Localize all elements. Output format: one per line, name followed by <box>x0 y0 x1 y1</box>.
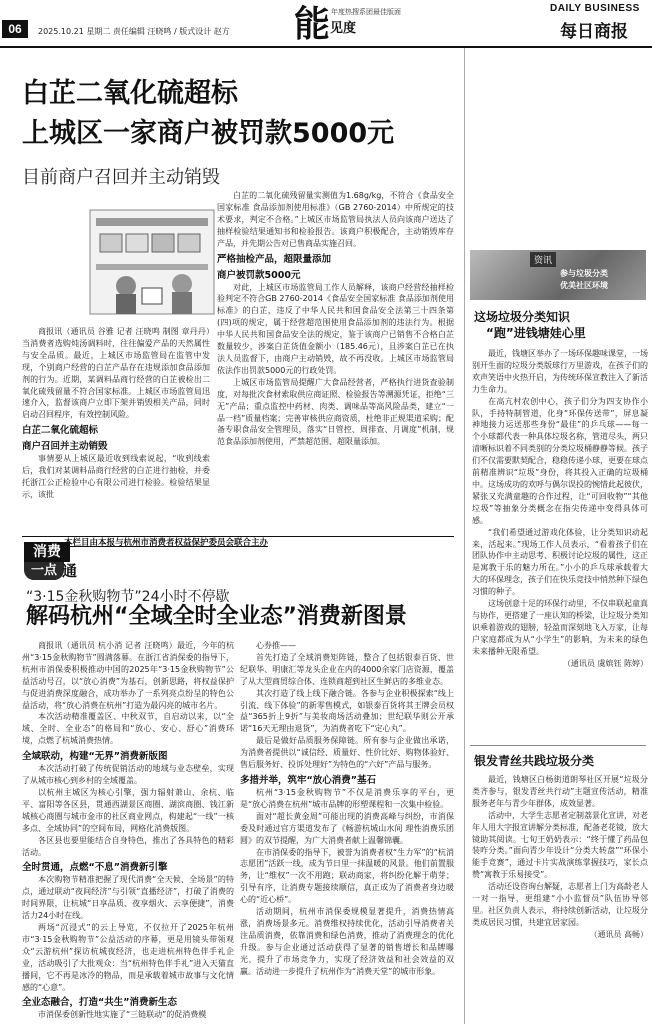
brand-english: DAILY BUSINESS <box>550 3 640 14</box>
article2-c2-paragraph7: 在市消保委的指导下，被誉为消费者权“生力军”的“杭消志愿团”活跃一线，成为节日里一抹温暖的风景。他们前置服务，让“维权”一次不用跑；联动商家，将纠纷化解于萌芽；引导有序，让消费专题接续顺信，真正成为了消费者身边暖心的“近心桥”。 <box>240 847 454 905</box>
article1-subhead2b: 商户被罚款5000元 <box>217 269 301 281</box>
sidebar-photo-caption2: 优美社区环境 <box>560 281 608 290</box>
article1-subhead2: 严格抽检产品，超限量添加 <box>217 253 332 265</box>
article2-c2-paragraph4: 最后是做好品质服务保障链。所有参与企业做出承诺，为消费者提供以“诚信经、质量好、性价比好、购物体验好、售后服务好、投诉处理好”为特色的“六好”产品与服务。 <box>240 736 454 770</box>
column-sponsor-text: 本栏目由本报与杭州市消费者权益保护委员会联合主办 <box>64 538 269 548</box>
article2-c2-paragraph3: 其次打造了线上线下融合链。各参与企业积极探索“线上引流、线下体验”的新零售模式，如银泰百货将其王牌会员权益“365折上9折”与美妆商场活动叠加；世纪联华则公开承诺“16天无理由退货”，为消费者吃下“定心丸”。 <box>240 688 454 734</box>
shop-illustration <box>86 190 218 320</box>
column-logo-top: 消费 <box>24 542 70 562</box>
article2-column-right <box>240 640 454 1020</box>
article2-paragraph8: 市消保委创新性地实施了“三链联动”的促消费模 <box>38 1010 207 1020</box>
article1-headline-line2: 上城区一家商户被罚款5000元 <box>22 118 395 149</box>
sidebar-a2-paragraph1: 最近，钱塘区白杨街道朗琴社区开展“垃圾分类齐参与，银发青丝共行动”主题宣传活动，精准服务老年与青少年群体，成效显著。 <box>472 775 648 808</box>
sidebar-photo-tag: 资讯 <box>530 252 556 267</box>
article2-c2-paragraph8: 活动期间，杭州市消保委规模显著提升，消费热情高涨，消费场景多元。消费维权持续优化，活动引导消费者关注品质消费，依靠消费和绿色消费，推动了消费理念的优化升级。参与企业通过活动获得了显著的销售增长和品牌曝光，提升了市场竞争力，实现了经济效益和社会效益的双赢。活动进一步提升了杭州作为“消费天堂”的城市形象。 <box>240 907 454 976</box>
article2-c2-paragraph1: 心券推—— <box>256 641 296 650</box>
sidebar-article2 <box>472 774 648 1019</box>
article1-subheadline: 目前商户召回并主动销毁 <box>22 167 220 188</box>
article2-lead: 商报讯（通讯员 杭小消 记者 汪晓鸣）最近，今年的杭州“3·15金秋购物节”圆满落幕。在浙江省消保委的指导下，杭州市消保委积极推动中国的2025年“3·15金秋购物节”公益活动号召，以“放心消费”为基石，创新思路，将权益保护与促进消费深度融合，成功举办了一系列亮点纷呈的特色公益活动，将“放心消费在杭州”打造为最闪亮的城市名片。 <box>22 641 234 710</box>
article2-supertitle: “3·15金秋购物节”24小时不停歇 <box>26 589 230 605</box>
article2-column-left <box>22 640 234 1020</box>
sidebar-photo <box>470 250 646 300</box>
sidebar-a2-paragraph3: 活动还设咨询台解疑，志愿者上门为高龄老人一对一指导，更组建“小小监督员”队伍协导邻里。社区负责人表示，将持续创新活动，让垃圾分类成居民习惯，共建宜居家园。 <box>472 882 648 927</box>
article1-paragraph3: 白芷的二氧化硫残留量实测值为1.68g/kg，不符合《食品安全国家标准 食品添加剂使用标准》（GB 2760-2014）中所规定的技术要求，判定不合格。”上城区市场监管局执法人员向该商户送达了抽样检验结果通知书和检验报告。该商户积极配合，主动销毁库存产品，并先期公告对已售商品实施召回。 <box>217 191 454 248</box>
sidebar-a2-paragraph2: 活动中，大学生志愿者定制荔景化宣讲，对老年人用大字报宣讲解分类标准，配备老花镜，放大镜助其阅读。七旬王奶奶表示：“终于懂了药品包装咋分类。”面向青少年设计“分类大转盘”“环保小能手竞赛”，通过卡片实战演练掌握技巧，家长点赞“寓教于乐易接受”。 <box>472 810 648 880</box>
article2-paragraph3: 本次活动打破了传统促销活动的地域与业态壁垒，实现了从城市核心到乡村的全域覆盖。 <box>22 764 234 786</box>
article2-c2-paragraph2: 首先打造了全域消费矩阵链，整合了包括银泰百货、世纪联华、明康汇等龙头企业在内的4000余家门店资源，覆盖了从大型商贸综合体、连锁商超到社区生鲜店的多维业态。 <box>240 652 454 686</box>
header-meta: 2025.10.21 星期二 责任编辑 汪晓鸣 / 版式设计 赵方 <box>38 27 230 36</box>
article2-c2-paragraph5: 杭州“3·15金秋购物节”不仅是消费乐享的平台，更是“放心消费在杭州”城市品牌的形塑课程和一次集中检验。 <box>240 787 454 809</box>
section-tagline: 年度热搜系团最佳版面 <box>331 8 401 16</box>
article2-paragraph7: 两场“沉浸式”的云上导览，不仅拉开了2025年杭州市“3·15金秋购物节”公益活动的序幕，更是用镜头带领观众“云游杭州”探访杭城夜经济，也走进杭州特色伴手礼企业，活动吸引了大批观众：当“杭州特色伴手礼”进入天猫直播间，它不再是冰冷的物品，而是承载着城市故事与文化情感的“心意”。 <box>22 923 234 992</box>
article2-subhead1: 全域联动，构建“无界”消费新版图 <box>22 751 168 763</box>
sidebar-headline1-line2: “跑”进钱塘娃心里 <box>486 326 586 340</box>
article1-column-left <box>22 326 210 531</box>
article1-column-right <box>217 190 454 530</box>
sidebar-a1-byline: （通讯员 虞嫔钰 陈婷） <box>562 658 648 668</box>
article2-c2-paragraph6: 面对“超长黄金周”可能出现的消费高峰与纠纷，市消保委及时通过官方渠道发布了《畅游杭城山水间 理性消费乐团圆》的双节提醒，为广大消费者献上温馨锦囊。 <box>240 811 454 845</box>
article1-lead: 商报讯（通讯员 谷雅 记者 汪晓鸣 制图 章丹丹）当消费者选购炖汤调料时，往往偏爱产品的天然属性与安全品质。最近，上城区市场监管局在监管中发现，个别商户经营的白芷产品存在违规添加食品添加剂的行为。近期，某调料品商行经营的白芷被检出二氧化硫残留量不符合国家标准。上城区市场监管局迅速介入，监督该商户立即下架并销毁相关产品，同时启动召回程序，有效控制风险。 <box>22 327 210 420</box>
page-number: 06 <box>2 20 28 38</box>
article2-paragraph4: 以杭州主城区为核心引擎，强力辐射萧山、余杭、临平、富阳等各区县，贯通西湖景区商圈、湖滨商圈、钱江新城核心商圈与城市金市的社区商业网点，构建起“一线”一核多点、全域协同”的空间布局，网格化消费版图。 <box>22 787 234 833</box>
article2-subhead2: 全时贯通，点燃“不息”消费新引擎 <box>22 862 168 874</box>
article1-subhead1: 白芷二氧化硫超标 <box>22 425 99 437</box>
sidebar-a1-paragraph1: 最近，钱塘区举办了一场环保趣味课堂，一场别开生面的垃圾分类版球行万里游戏，在孩子们的欢声笑语中火热开启，为传统环保宣教注入了新活力生命力。 <box>472 349 648 394</box>
article2-paragraph6: 本次购物节精准把握了现代消费“全天候、全场景”的特点，通过联动“夜间经济”与引领“直播经济”，打破了消费的时间界限，让杭城“日享品质、夜享烟火、云享便捷”，消费活力24小时在线。 <box>22 875 234 921</box>
sidebar-article1 <box>472 348 648 738</box>
brand-chinese: 每日商报 <box>560 22 628 42</box>
sidebar-headline2: 银发青丝共践垃圾分类 <box>474 754 595 768</box>
column-logo-side: 通 <box>62 562 78 580</box>
sidebar-divider <box>470 745 646 746</box>
article2-paragraph2: 本次活动精准覆盖区、中秋双节，自启动以来，以“全域、全时、全业态”的格局和“放心、安心、舒心”消费环境，点燃了杭城消费热情。 <box>22 712 234 746</box>
article2-paragraph5: 各区县也要里能结合自身特色，推出了各具特色的精彩活动。 <box>22 835 234 857</box>
article1-subhead1b: 商户召回并主动销毁 <box>22 441 108 453</box>
sidebar-a1-paragraph2: 在高亢村农创中心，孩子们分为四支协作小队，手持特制管道，化身“环保传送带”，屏息凝神地接力运送那些身份“最佳”的乒乓球——每一个小球都代表一种具体垃圾名称，管道尽头，两只清晰标识着不同类别的分类垃圾桶静静等候。孩子们不仅需要默契配合，稳稳传递小球，更要在球点前精准辨识“垃圾”身份，将其投入正确的垃圾桶中。这场成功的欢呼与偶尔误投的惋惜此起彼伏，紧张又充满童趣的合作过程，让“可回收物”“其他垃圾”等抽象分类概念在指尖传递中变得具体可感。 <box>472 396 648 525</box>
article2-subhead4: 多措并举，筑牢“放心消费”基石 <box>240 774 376 786</box>
section-title-large: 能 <box>294 3 331 45</box>
sidebar-photo-caption1: 参与垃圾分类 <box>560 269 608 278</box>
sidebar-headline1-line1: 这场垃圾分类知识 <box>474 310 571 324</box>
article1-headline-line1: 白芷二氧化硫超标 <box>22 78 238 109</box>
column-logo-bottom: 一点 <box>24 562 64 580</box>
article1-paragraph5: 上城区市场监管局提醒广大食品经营者，严格执行进货查验制度，对每批次食材索取供应商证照、检验报告等溯源凭证，拒绝“三无”产品；重点监控中药材、肉类、调味品等高风险品类，建立“一品一档”质量档案；完善审核供应商资质，杜绝非正规渠道采购；配备专职食品安全管理员，落实“日管控、周排查、月调度”机制，规范食品添加剂使用，严禁超范围、超限量添加。 <box>217 377 454 447</box>
sidebar-a1-paragraph3: “我们希望通过游戏化体验，让分类知识动起来，活起来。”现场工作人员表示，“看着孩子们在团队协作中主动思考、积极讨论垃圾的属性，这正是寓教于乐的魅力所在。”小小的乒乓球承载着大大的环保理念，孩子们在快乐竞技中悄然种下绿色习惯的种子。 <box>472 527 648 597</box>
article1-paragraph4: 对此，上城区市场监管局工作人员解释，该商户经营经抽样检验判定不符合GB 2760-2014《食品安全国家标准 食品添加剂使用标准》的白芷，违反了中华人民共和国食品安全法第三十四条第(四)项的规定，属于经营超范围使用食品添加剂的违法行为。根据中华人民共和国食品安全法的规定，鉴于该商户已销售不合格白芷数量较少，涉案白芷货值金额小（185.46元），且涉案白芷已在执法人员监督下，由商户主动销毁，故不再没收。上城区市场监管局依法作出罚款5000元的行政处罚。 <box>217 282 454 375</box>
sidebar-a2-byline: （通讯员 高畅） <box>589 929 648 939</box>
section-title-small: 见度 <box>330 21 357 36</box>
article2-headline: 解码杭州“全域全时全业态”消费新图景 <box>26 604 407 629</box>
article2-subhead3: 全业态融合，打造“共生”消费新生态 <box>22 997 177 1009</box>
sidebar-a1-paragraph4: 这场创意十足的环保行动里，不仅串联起童真与协作，更搭建了一座认知的桥梁，让垃圾分类知识乘着游戏的翅膀，轻盈而深刻地飞入万家，让每户家庭都成为从“小学生”的影响，为未来的绿色未来播种无限希望。 <box>472 599 648 656</box>
article1-paragraph2: 事情要从上城区最近收到线索说起，“收到线索后，我们对某调料品商行经营的白芷进行抽检，并委托浙江公正检验中心有限公司进行检验。检验结果显示，该批 <box>22 454 210 499</box>
